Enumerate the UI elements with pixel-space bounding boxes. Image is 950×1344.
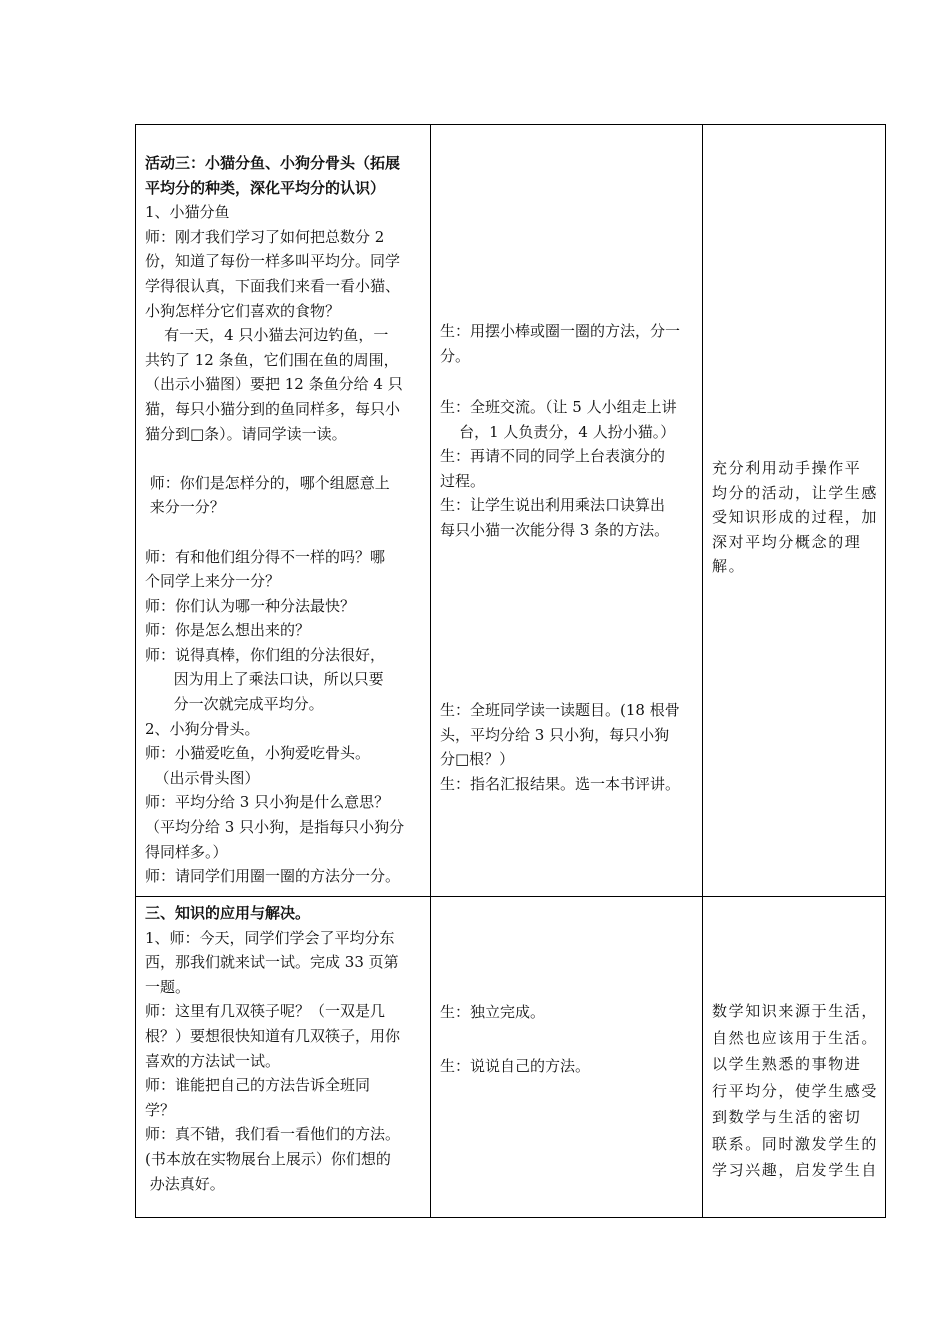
text-line: 师：小猫爱吃鱼，小狗爱吃骨头。 [145,744,371,763]
text-line: 个同学上来分一分？ [145,572,281,591]
column-divider-1 [430,125,431,1217]
student-activity-2b [440,1054,698,1079]
text-line: 数学知识来源于生活， [712,1002,879,1020]
text-line: 生：指名汇报结果。选一本书评讲。 [440,774,681,793]
text-line: 师：谁能把自己的方法告诉全班同 [145,1076,371,1095]
text-line: 联系。同时激发学生的 [712,1134,879,1153]
text-line: 一题。 [145,977,191,996]
text-line: 得同样多。） [145,842,228,861]
text-line: (书本放在实物展台上展示）你们想的 [145,1149,391,1168]
text-line: 师：你是怎么想出来的？ [145,621,311,640]
student-activity-2a [440,1000,698,1025]
text-line: 生：说说自己的方法。 [440,1057,591,1075]
row-divider [136,896,885,897]
text-line: 活动三：小猫分鱼、小狗分骨头（拓展 [145,154,401,172]
text-line: 台，1 人负责分，4 人扮小猫。） [440,422,676,441]
lesson-plan-table [135,124,886,1218]
teacher-activity-cell-2 [145,901,425,1196]
text-line: 1、小猫分鱼 [145,203,230,222]
text-line: 师：请同学们用圈一圈的方法分一分。 [145,867,401,886]
text-line: 生：全班同学读一读题目。(18 根骨 [440,701,680,719]
text-line: 平均分的种类，深化平均分的认识） [145,178,386,197]
text-line: 自然也应该用于生活。 [712,1028,879,1047]
text-line: 深对平均分概念的理 [712,532,862,551]
text-line: 师：你们是怎样分的，哪个组愿意上 [145,473,390,492]
text-line: 共钓了 12 条鱼，它们围在鱼的周围， [145,350,399,369]
text-line: 西，那我们就来试一试。完成 33 页第 [145,953,399,972]
text-line: 猫分到□条）。请同学读一读。 [145,424,347,443]
text-line: 学？ [145,1100,176,1119]
text-line: 头，平均分给 3 只小狗，每只小狗 [440,725,670,744]
text-line: 师：刚才我们学习了如何把总数分 2 [145,227,385,246]
text-line [145,520,425,545]
text-line: 师：说得真棒，你们组的分法很好， [145,645,386,664]
text-line: （出示小猫图）要把 12 条鱼分给 4 只 [145,375,403,394]
text-line: 师：这里有几双筷子呢？（一双是几 [145,1002,386,1021]
text-line: 师：有和他们组分得不一样的吗？哪 [145,547,386,566]
text-line: 每只小猫一次能分得 3 条的方法。 [440,520,670,539]
student-activity-1a [440,319,698,368]
text-line: 解。 [712,557,746,576]
text-line: 到数学与生活的密切 [712,1108,862,1126]
text-line: 三、知识的应用与解决。 [145,904,311,922]
text-line: 2、小狗分骨头。 [145,719,260,738]
text-line: 分□根？） [440,750,515,769]
teacher-activity-cell-1 [145,151,425,889]
text-line: 分一次就完成平均分。 [145,695,324,714]
text-line: 生：全班交流。（让 5 人小组走上讲 [440,398,677,416]
text-line: 师：真不错，我们看一看他们的方法。 [145,1125,401,1144]
student-activity-1c [440,698,698,796]
text-line: 均分的活动，让学生感 [712,483,879,502]
text-line: 师：平均分给 3 只小狗是什么意思？ [145,793,390,812]
text-line: 学得很认真，下面我们来看一看小猫、 [145,276,401,295]
text-line: 学习兴趣，启发学生自 [712,1161,879,1179]
design-intent-cell-1 [712,456,880,579]
text-line: 有一天，4 只小猫去河边钓鱼，一 [145,326,389,345]
text-line: （出示骨头图） [145,768,260,787]
text-line: 生：用摆小棒或圈一圈的方法，分一 [440,322,681,340]
text-line: 根？）要想很快知道有几双筷子，用你 [145,1026,401,1045]
text-line: 因为用上了乘法口诀，所以只要 [145,670,384,689]
text-line: 猫，每只小猫分到的鱼同样多，每只小 [145,399,401,418]
text-line: 来分一分？ [145,498,225,517]
text-line: 小狗怎样分它们喜欢的食物？ [145,301,341,320]
text-line: 生：独立完成。 [440,1003,546,1021]
text-line: 1、师：今天，同学们学会了平均分东 [145,928,395,947]
text-line: 生：让学生说出利用乘法口诀算出 [440,496,666,515]
text-line: 受知识形成的过程，加 [712,508,879,527]
text-line: 喜欢的方法试一试。 [145,1051,281,1070]
student-activity-1b [440,395,698,543]
column-divider-2 [702,125,703,1217]
text-line: 生：再请不同的同学上台表演分的 [440,447,666,466]
text-line: 办法真好。 [145,1174,225,1193]
text-line [145,446,425,471]
text-line: 以学生熟悉的事物进 [712,1055,862,1073]
text-line: 充分利用动手操作平 [712,459,862,477]
text-line: 行平均分，使学生感受 [712,1081,879,1100]
text-line: 过程。 [440,471,486,490]
design-intent-cell-2 [712,998,880,1184]
text-line: （平均分给 3 只小狗，是指每只小狗分 [145,818,405,837]
text-line: 份，知道了每份一样多叫平均分。同学 [145,252,401,271]
text-line: 师：你们认为哪一种分法最快？ [145,596,356,615]
text-line: 分。 [440,346,471,365]
